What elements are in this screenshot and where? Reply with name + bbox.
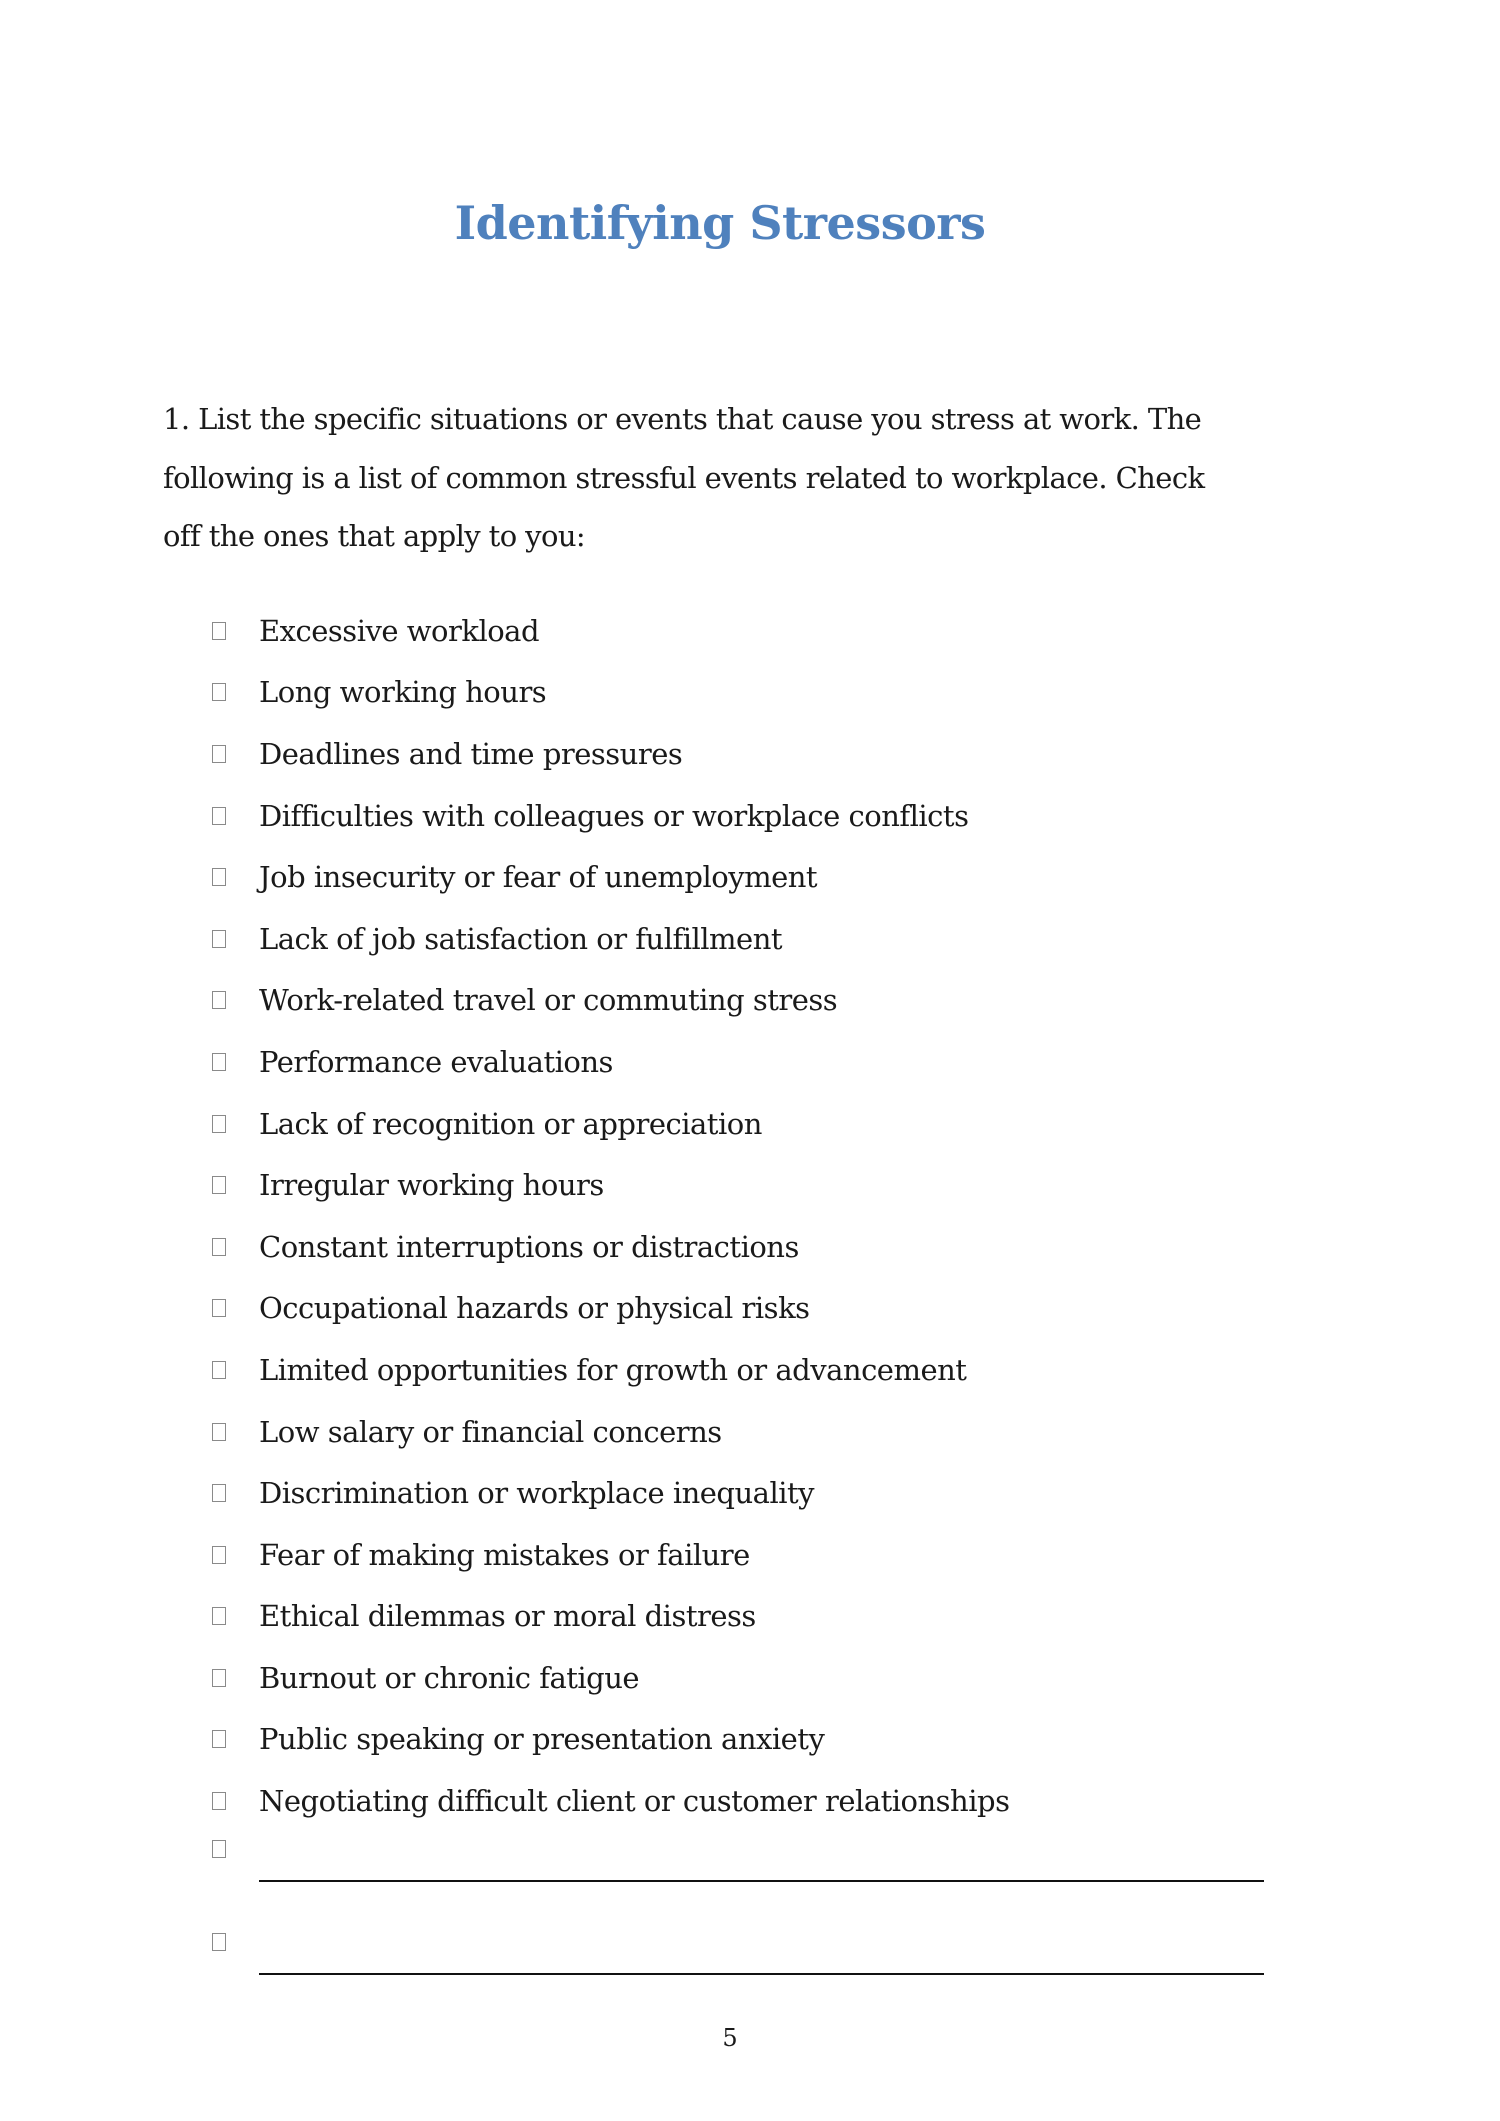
checklist-item [208,1462,1308,1524]
checklist-item [208,1401,1308,1463]
checklist-item-label: Low salary or financial concerns [259,1414,722,1449]
checkbox[interactable] [212,1669,226,1687]
checklist-item-label: Work-related travel or commuting stress [259,983,838,1018]
checkbox[interactable] [212,930,226,948]
checkbox[interactable] [212,1361,226,1379]
checklist-item [208,1524,1308,1586]
checkbox[interactable] [212,1484,226,1502]
checkbox[interactable] [212,1176,226,1194]
checklist-item [208,1093,1308,1155]
page-title: Identifying Stressors [454,196,986,250]
checkbox[interactable] [212,807,226,825]
checklist-item-label: Constant interruptions or distractions [259,1229,799,1264]
checklist-item-label: Performance evaluations [259,1044,613,1079]
checkbox[interactable] [212,1546,226,1564]
checkbox[interactable] [212,1840,226,1858]
checklist-item [208,1278,1308,1340]
checkbox[interactable] [212,622,226,640]
checklist-item-label: Long working hours [259,675,547,710]
checkbox[interactable] [212,1607,226,1625]
checklist-item-label: Negotiating difficult client or customer relationships [259,1784,1010,1819]
checkbox[interactable] [212,868,226,886]
checkbox[interactable] [212,991,226,1009]
checklist-item [208,1339,1308,1401]
checkbox[interactable] [212,1423,226,1441]
checklist-item [208,846,1308,908]
checklist-item [208,1154,1308,1216]
checklist-item [208,723,1308,785]
stressor-checklist [208,600,1308,1832]
checklist-item [208,1709,1308,1771]
checklist-item [208,1031,1308,1093]
checklist-item-label: Public speaking or presentation anxiety [259,1722,825,1757]
checklist-item [208,1586,1308,1648]
intro-line: off the ones that apply to you: [163,519,586,553]
checklist-item [208,908,1308,970]
checklist-item-label: Lack of recognition or appreciation [259,1106,762,1141]
checklist-item [208,1216,1308,1278]
checkbox[interactable] [212,1238,226,1256]
checklist-item [208,662,1308,724]
write-in-line[interactable] [259,1973,1264,1975]
page-number: 5 [722,2024,738,2052]
checkbox[interactable] [212,1730,226,1748]
intro-line: 1. List the specific situations or events that cause you stress at work. The [163,402,1202,436]
checklist-item-label: Occupational hazards or physical risks [259,1291,810,1326]
checklist-item-label: Excessive workload [259,613,540,648]
checkbox[interactable] [212,745,226,763]
checklist-item [208,1647,1308,1709]
checklist-item-label: Deadlines and time pressures [259,736,683,771]
checklist-item [208,785,1308,847]
checklist-item-label: Difficulties with colleagues or workplace conflicts [259,798,969,833]
blank-entry [208,1840,1308,1882]
intro-line: following is a list of common stressful events related to workplace. Check [163,460,1205,495]
checklist-item [208,600,1308,662]
checklist-item-label: Limited opportunities for growth or advancement [259,1352,967,1387]
checklist-item-label: Lack of job satisfaction or fulfillment [259,921,783,956]
intro-paragraph [163,390,1283,566]
checkbox[interactable] [212,1115,226,1133]
checklist-item-label: Fear of making mistakes or failure [259,1537,750,1572]
blank-entry [208,1933,1308,1975]
checkbox[interactable] [212,1053,226,1071]
checklist-item-label: Discrimination or workplace inequality [259,1476,815,1511]
checklist-item [208,1770,1308,1832]
checkbox[interactable] [212,1792,226,1810]
checklist-item-label: Ethical dilemmas or moral distress [259,1599,756,1634]
checkbox[interactable] [212,683,226,701]
checkbox[interactable] [212,1933,226,1951]
checklist-item-label: Job insecurity or fear of unemployment [259,860,818,895]
checkbox[interactable] [212,1299,226,1317]
write-in-line[interactable] [259,1880,1264,1882]
checklist-item-label: Irregular working hours [259,1168,604,1203]
checklist-item-label: Burnout or chronic fatigue [259,1660,640,1695]
checklist-item [208,970,1308,1032]
